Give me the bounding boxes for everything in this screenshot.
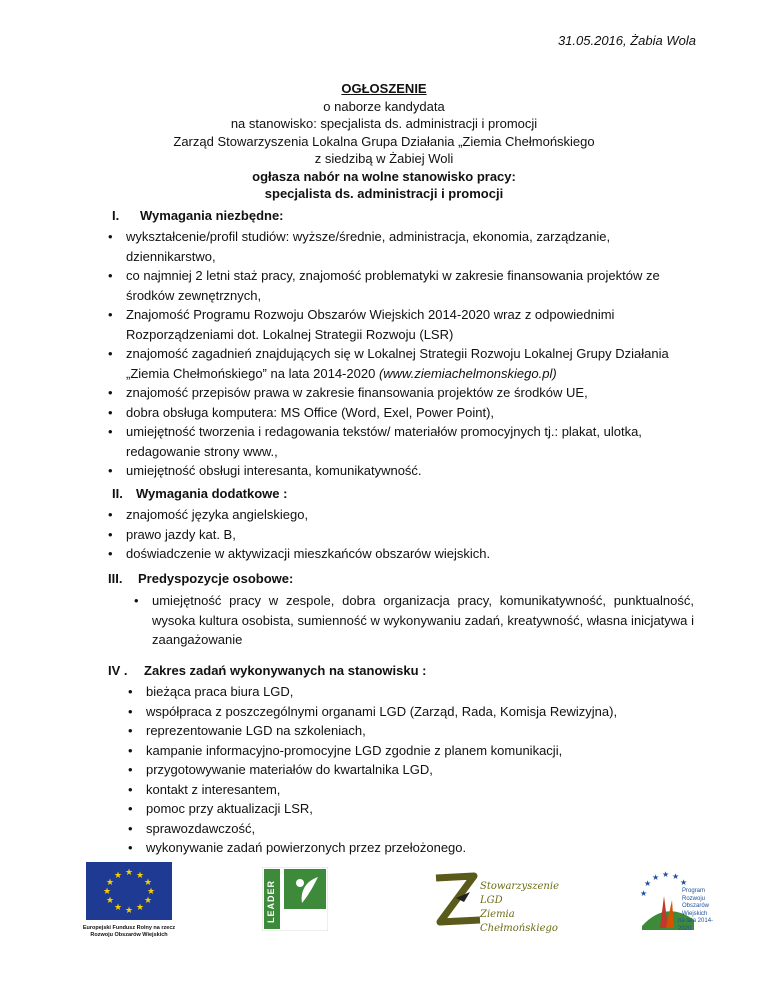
list-item: • przygotowywanie materiałów do kwartalnika LGD, <box>122 760 692 780</box>
list-item: • kampanie informacyjno-promocyjne LGD zgodnie z planem komunikacji, <box>122 741 692 761</box>
leader-text: LEADER <box>266 879 276 923</box>
list-item: • prawo jazdy kat. B, <box>102 525 692 545</box>
lgd-text-2: Ziemia Chełmońskiego <box>480 909 558 934</box>
list-item: • Znajomość Programu Rozwoju Obszarów Wiejskich 2014-2020 wraz z odpowiednimi Rozporządzeniami dot. Lokalnej Strategii Rozwoju (LSR) <box>102 305 692 344</box>
svg-text:★: ★ <box>640 889 648 898</box>
header-line-2: na stanowisko: specjalista ds. administracji i promocji <box>230 116 538 131</box>
announcement-header <box>0 80 768 203</box>
prow-logo <box>636 870 716 934</box>
section-3-number: III. <box>108 571 123 586</box>
svg-text:★: ★ <box>102 887 112 897</box>
section-4-heading <box>108 663 426 678</box>
list-item: • znajomość zagadnień znajdujących się w Lokalnej Strategii Rozwoju Lokalnej Grupy Działania „Ziemia Chełmońskiego” na lata 2014-2020 (www.ziemiachelmonskiego.pl) <box>102 344 692 383</box>
svg-text:★: ★ <box>143 878 153 888</box>
prow-line-3: Obszarów <box>682 903 710 909</box>
svg-text:★: ★ <box>652 873 660 882</box>
header-line-6: specjalista ds. administracji i promocji <box>264 186 504 201</box>
list-item: • sprawozdawczość, <box>122 819 692 839</box>
eu-caption-2: Rozwoju Obszarów Wiejskich <box>90 932 168 938</box>
header-line-5: ogłasza nabór na wolne stanowisko pracy: <box>252 168 516 184</box>
svg-text:★: ★ <box>113 871 123 881</box>
section-2-number: II. <box>112 486 123 501</box>
section-1-heading <box>112 208 284 223</box>
prow-line-1: Program <box>682 888 706 894</box>
eu-flag-icon <box>86 862 172 920</box>
section-1-list <box>102 227 692 481</box>
svg-text:★: ★ <box>672 872 680 881</box>
document-date: 31.05.2016, Żabia Wola <box>557 33 696 48</box>
list-item: • kontakt z interesantem, <box>122 780 692 800</box>
list-item: • co najmniej 2 letni staż pracy, znajomość problematyki w zakresie finansowania projektów ze środków zewnętrznych, <box>102 266 692 305</box>
lgd-logo <box>430 870 570 934</box>
section-1-number: I. <box>112 208 120 223</box>
list-item: • umiejętność pracy w zespole, dobra organizacja pracy, komunikatywność, punktualność, wysoka kultura osobista, sumienność w wykonywaniu zadań, kreatywność, własna inicjatywa i zaangażowanie <box>128 591 694 650</box>
list-item: • znajomość języka angielskiego, <box>102 505 692 525</box>
list-item: • reprezentowanie LGD na szkoleniach, <box>122 721 692 741</box>
svg-text:★: ★ <box>135 903 145 913</box>
lgd-text-1: Stowarzyszenie LGD <box>480 881 559 906</box>
header-line-1: o naborze kandydata <box>323 98 445 114</box>
website-link[interactable]: (www.ziemiachelmonskiego.pl) <box>378 365 557 381</box>
prow-line-4: Wiejskich <box>682 910 708 917</box>
section-1-title: Wymagania niezbędne: <box>140 208 284 223</box>
list-item: • wykształcenie/profil studiów: wyższe/średnie, administracja, ekonomia, zarządzanie, dziennikarstwo, <box>102 227 692 266</box>
announcement-title: OGŁOSZENIE <box>341 81 427 96</box>
svg-text:★: ★ <box>662 870 670 879</box>
list-item: • współpraca z poszczególnymi organami LGD (Zarząd, Rada, Komisja Rewizyjna), <box>122 702 692 722</box>
list-item: • pomoc przy aktualizacji LSR, <box>122 799 692 819</box>
eu-logo <box>82 862 184 939</box>
list-item: • bieżąca praca biura LGD, <box>122 682 692 702</box>
list-item: • doświadczenie w aktywizacji mieszkańców obszarów wiejskich. <box>102 544 692 564</box>
list-item: • wykonywanie zadań powierzonych przez przełożonego. <box>122 838 692 858</box>
section-3-title: Predyspozycje osobowe: <box>138 571 294 586</box>
svg-text:★: ★ <box>105 896 115 906</box>
list-item: • umiejętność obsługi interesanta, komunikatywność. <box>102 461 692 481</box>
svg-text:★: ★ <box>124 868 134 878</box>
section-4-title: Zakres zadań wykonywanych na stanowisku : <box>144 663 427 678</box>
prow-line-5: na lata 2014-2020 <box>678 918 714 932</box>
prow-line-2: Rozwoju <box>682 895 706 902</box>
list-item: • dobra obsługa komputera: MS Office (Word, Exel, Power Point), <box>102 403 692 423</box>
section-4-number: IV . <box>108 663 128 678</box>
list-item: • znajomość przepisów prawa w zakresie finansowania projektów ze środków UE, <box>102 383 692 403</box>
header-line-4: z siedzibą w Żabiej Woli <box>314 151 454 166</box>
eu-caption-1: Europejski Fundusz Rolny na rzecz <box>82 925 176 931</box>
svg-text:★: ★ <box>113 903 123 913</box>
svg-text:★: ★ <box>135 871 145 881</box>
svg-text:★: ★ <box>143 896 153 906</box>
section-4-list <box>122 682 692 858</box>
section-2-heading <box>112 486 287 501</box>
svg-text:★: ★ <box>105 878 115 888</box>
list-item: • umiejętność tworzenia i redagowania tekstów/ materiałów promocyjnych tj.: plakat, ulotka, redagowanie strony www., <box>102 422 692 461</box>
section-3-list <box>128 591 694 650</box>
svg-text:★: ★ <box>124 906 134 916</box>
section-2-list <box>102 505 692 564</box>
header-line-3: Zarząd Stowarzyszenia Lokalna Grupa Działania „Ziemia Chełmońskiego <box>173 133 595 149</box>
footer-logos <box>0 862 768 972</box>
svg-text:★: ★ <box>644 879 652 888</box>
svg-text:★: ★ <box>680 878 688 887</box>
section-2-title: Wymagania dodatkowe : <box>136 486 288 501</box>
section-3-heading <box>108 571 293 586</box>
leader-logo <box>262 867 328 934</box>
svg-text:★: ★ <box>146 887 156 897</box>
